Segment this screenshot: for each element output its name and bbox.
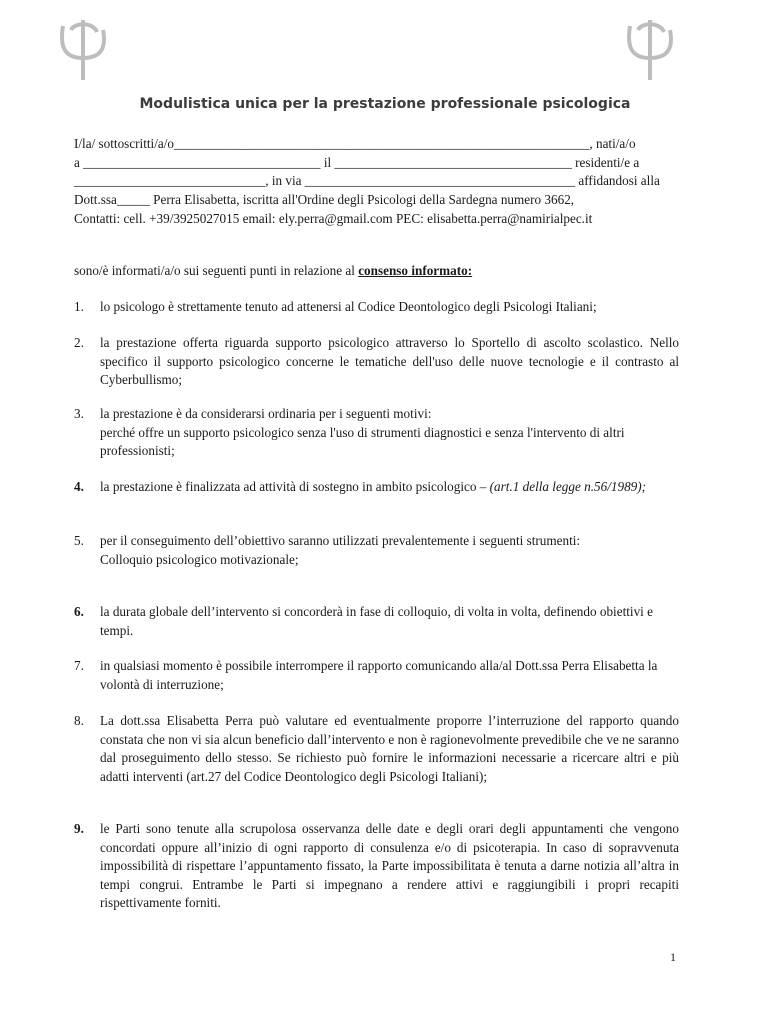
- list-item: [74, 334, 679, 390]
- item-number: 2.: [74, 335, 84, 350]
- psi-logo-icon: [53, 16, 113, 82]
- item-text: [100, 478, 679, 497]
- list-item: [74, 820, 679, 913]
- item-citation: (art.1 della legge n.56/1989);: [489, 479, 647, 494]
- contacts-line: Contatti: cell. +39/3925027015 email: ely.perra@gmail.com PEC: elisabetta.perra@namirialpec.it: [74, 210, 593, 226]
- item-number: 4.: [74, 479, 84, 494]
- intro-paragraph: [74, 262, 679, 280]
- item-number: 1.: [74, 299, 84, 314]
- header-block: [74, 135, 679, 229]
- list-item: [74, 298, 679, 317]
- item-number: 9.: [74, 821, 84, 836]
- item-text: [100, 532, 679, 569]
- item-text: La dott.ssa Elisabetta Perra può valutare ed eventualmente proporre l’interruzione del rapporto quando constata che non vi sia alcun beneficio dall’intervento e non è ragionevolmente prevedibile che ve ne saranno dal proseguimento dello stesso. Se richiesto può fornire le informazioni necessarie a ricercare altri e più adatti interventi (art.27 del Codice Deontologico degli Psicologi Italiani);: [100, 713, 679, 784]
- list-item: [74, 532, 679, 569]
- header-line: I/la/ sottoscritti/a/o_______________________________________________________________, nati/a/o: [74, 136, 636, 151]
- list-item: [74, 478, 679, 497]
- item-text: lo psicologo è strettamente tenuto ad attenersi al Codice Deontologico degli Psicologi Italiani;: [100, 299, 597, 314]
- intro-emphasis: consenso informato:: [358, 263, 473, 278]
- list-item: [74, 405, 679, 461]
- header-line: Dott.ssa_____ Perra Elisabetta, iscritta all'Ordine degli Psicologi della Sardegna numero 3662,: [74, 192, 575, 208]
- item-text: in qualsiasi momento è possibile interrompere il rapporto comunicando alla/al Dott.ssa Perra Elisabetta la volontà di interruzione;: [100, 658, 658, 692]
- list-item: [74, 603, 679, 640]
- item-text: la durata globale dell’intervento si concorderà in fase di colloquio, di volta in volta, definendo obiettivi e tempi.: [100, 604, 653, 638]
- item-number: 7.: [74, 658, 84, 673]
- item-text-line: per il conseguimento dell’obiettivo saranno utilizzati prevalentemente i seguenti strumenti:: [100, 533, 581, 548]
- list-item: [74, 712, 679, 786]
- item-number: 6.: [74, 604, 84, 619]
- item-text-line: perché offre un supporto psicologico senza l'uso di strumenti diagnostici e senza l'intervento di altri professionisti;: [100, 424, 625, 458]
- header-line: _____________________________, in via _________________________________________ affidandosi alla: [74, 173, 660, 189]
- document-title: Modulistica unica per la prestazione professionale psicologica: [139, 96, 631, 112]
- intro-text: sono/è informati/a/o sui seguenti punti in relazione al: [74, 263, 359, 278]
- item-text-line: la prestazione è da considerarsi ordinaria per i seguenti motivi:: [100, 406, 432, 421]
- item-text: le Parti sono tenute alla scrupolosa osservanza delle date e degli orari degli appuntamenti che vengono concordati oppure all’inizio di ogni rapporto di consulenza e/o di psicoterapia. In caso di sopravvenuta impossibilità di rispettare l’appuntamento fissato, la Parte impossibilitata è tenuta a darne notizia all’altra in tempi congrui. Entrambe le Parti si impegnano a rendere attivi e raggiungibili i propri recapiti rispettivamente forniti.: [100, 821, 679, 910]
- item-number: 5.: [74, 533, 84, 548]
- item-number: 3.: [74, 406, 84, 421]
- item-text-line: Colloquio psicologico motivazionale;: [100, 551, 299, 567]
- list-item: [74, 657, 679, 694]
- item-text-part: la prestazione è finalizzata ad attività di sostegno in ambito psicologico –: [100, 479, 490, 494]
- item-text: [100, 405, 679, 461]
- header-line: a ____________________________________ il ____________________________________ residenti/e a: [74, 154, 640, 170]
- psi-logo-icon: [620, 16, 680, 82]
- page-number: 1: [670, 950, 676, 964]
- item-number: 8.: [74, 713, 84, 728]
- item-text: la prestazione offerta riguarda supporto psicologico attraverso lo Sportello di ascolto scolastico. Nello specifico il supporto psicologico concerne le tematiche dell'uso delle nuove tecnologie e il contrasto al Cyberbullismo;: [100, 335, 679, 387]
